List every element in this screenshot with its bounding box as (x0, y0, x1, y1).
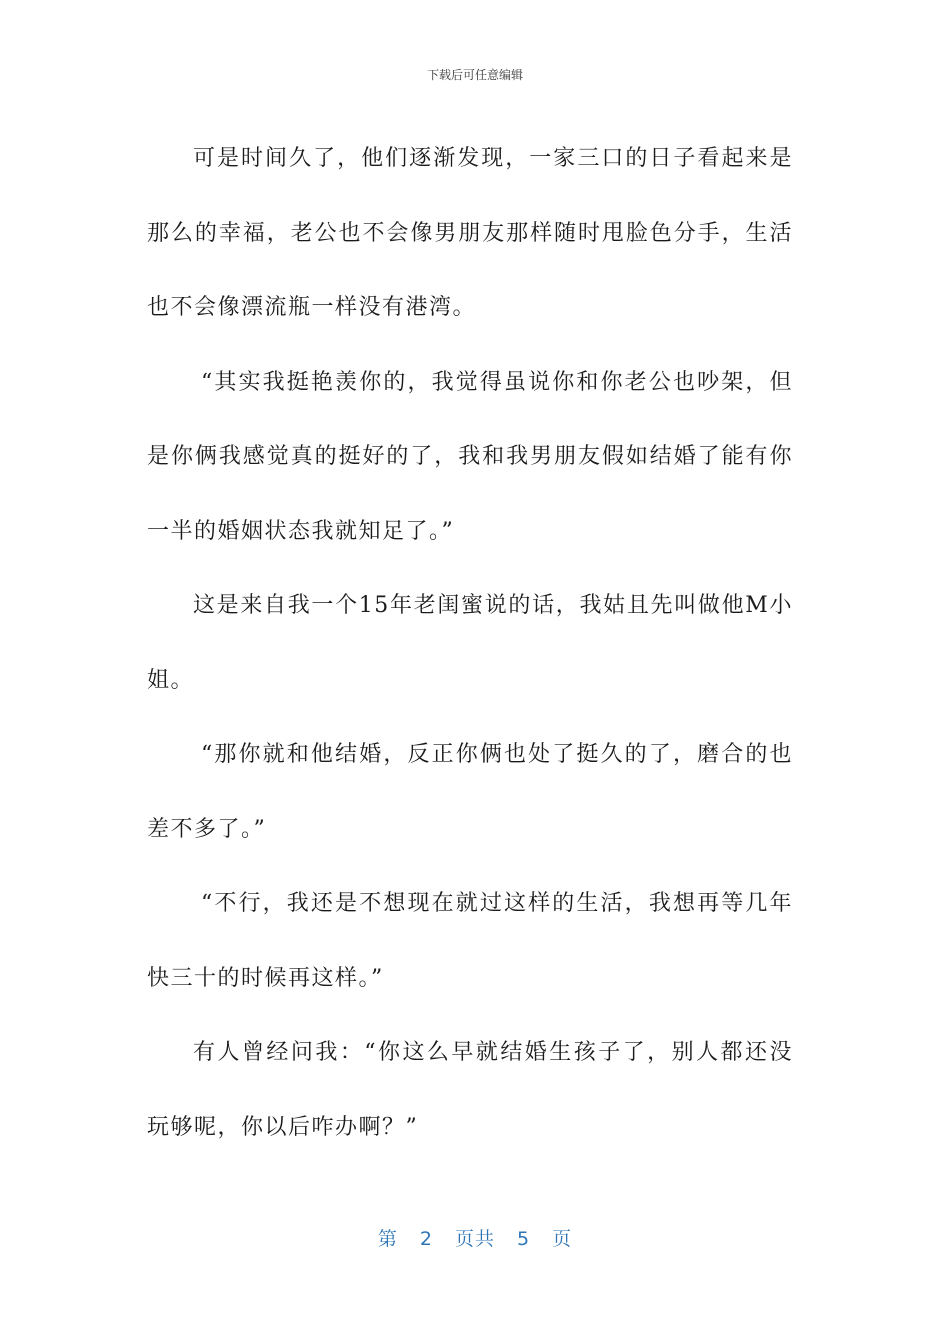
document-body (147, 122, 793, 1165)
paragraph: “那你就和他结婚，反正你俩也处了挺久的了，磨合的也差不多了。” (147, 742, 793, 842)
current-page-number: 2 (419, 1228, 433, 1250)
paragraph: “不行，我还是不想现在就过这样的生活，我想再等几年快三十的时候再这样。” (147, 891, 793, 991)
paragraph: 有人曾经问我：“你这么早就结婚生孩子了，别人都还没玩够呢，你以后咋办啊？” (147, 1040, 793, 1140)
paragraph: 这是来自我一个15年老闺蜜说的话，我姑且先叫做他M小姐。 (147, 593, 793, 693)
page-header-note: 下载后可任意编辑 (426, 68, 523, 82)
total-pages-number: 5 (517, 1228, 531, 1250)
paragraph: “其实我挺艳羡你的，我觉得虽说你和你老公也吵架，但是你俩我感觉真的挺好的了，我和我男朋友假如结婚了能有你一半的婚姻状态我就知足了。” (147, 369, 793, 544)
footer-suffix: 页 (552, 1228, 573, 1250)
footer-middle: 页共 (454, 1228, 495, 1250)
page-number-footer (0, 1224, 950, 1251)
paragraph: 可是时间久了，他们逐渐发现，一家三口的日子看起来是那么的幸福，老公也不会像男朋友那样随时甩脸色分手，生活也不会像漂流瓶一样没有港湾。 (147, 146, 793, 320)
footer-prefix: 第 (377, 1228, 398, 1250)
